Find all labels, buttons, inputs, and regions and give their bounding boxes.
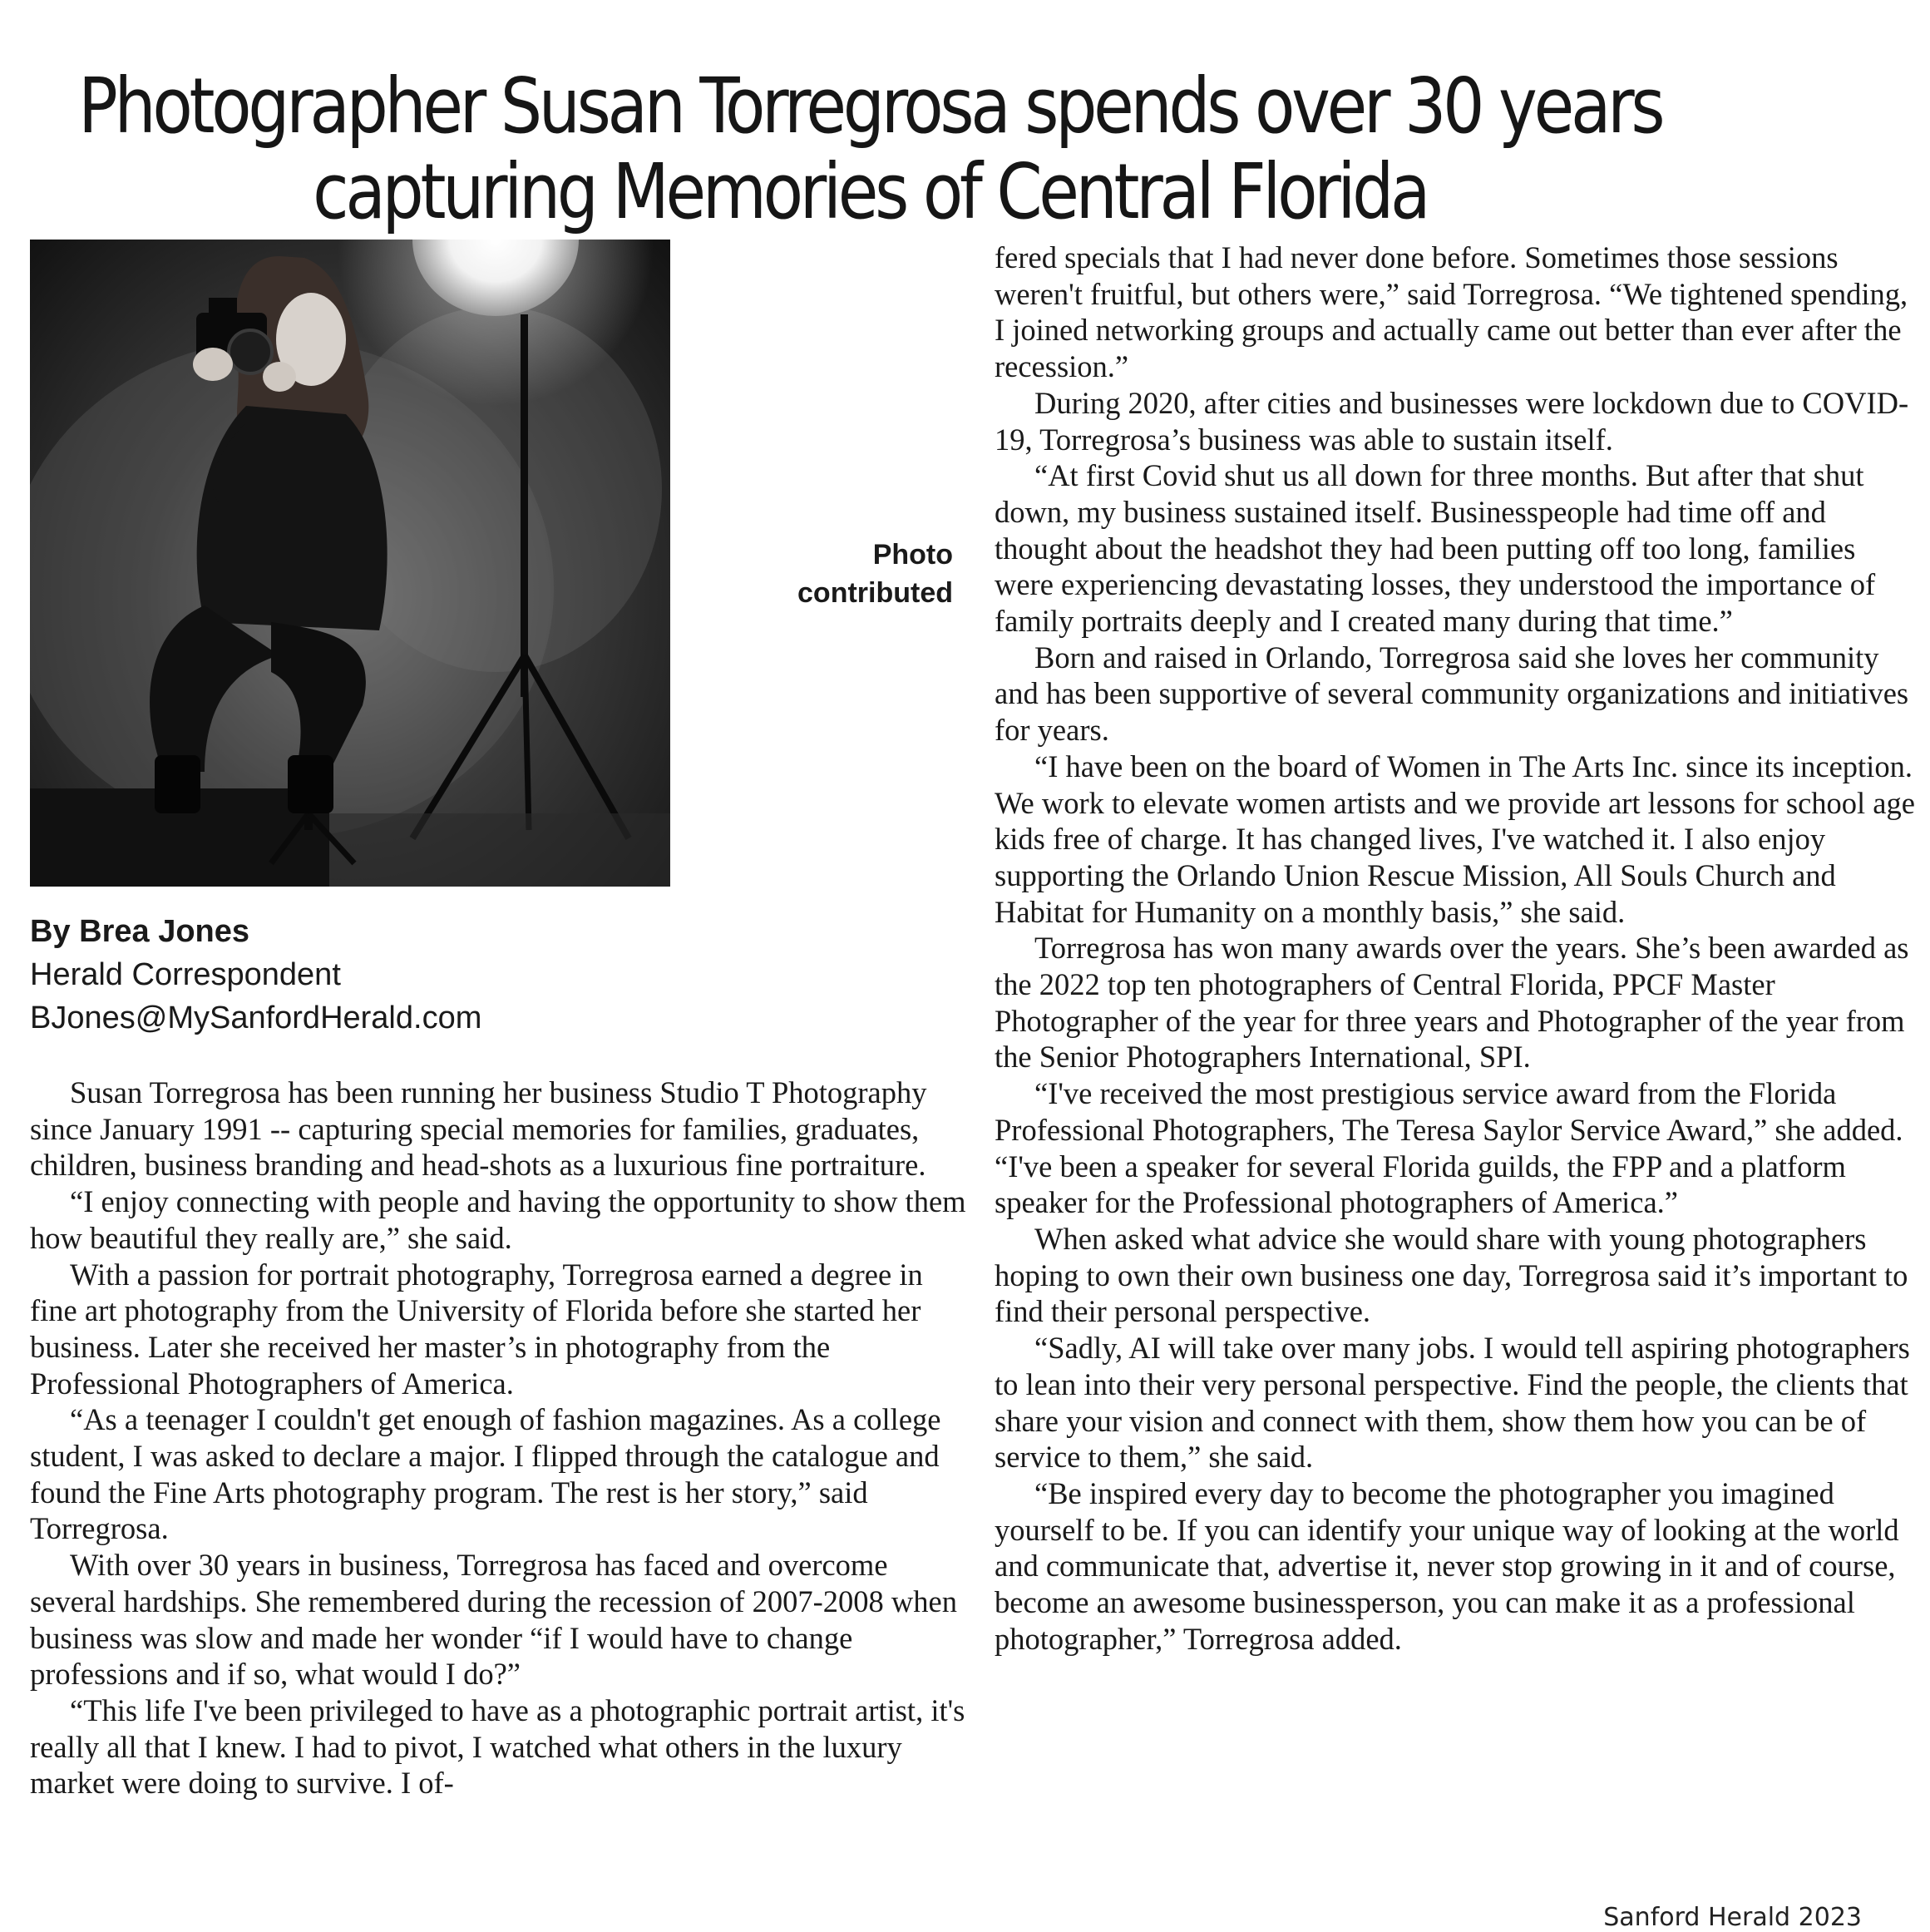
- byline-title: Herald Correspondent: [30, 957, 341, 992]
- headline: Photographer Susan Torregrosa spends over 30 years capturing Memories of Central Florida: [78, 61, 1662, 236]
- paragraph: “This life I've been privileged to have as a photographic portrait artist, it's really all that I knew. I had to pivot, I watched what others in the luxury market were doing to survive. I of-: [30, 1692, 965, 1801]
- byline: [30, 910, 481, 1040]
- paragraph: During 2020, after cities and businesses were lockdown due to COVID-19, Torregrosa’s business was able to sustain itself.: [995, 385, 1909, 457]
- paragraph: Susan Torregrosa has been running her business Studio T Photography since January 1991 -- capturing special memories for families, graduates, children, business branding and head-shots as a luxurious fine portraiture.: [30, 1075, 927, 1183]
- paragraph-continuation: fered specials that I had never done before. Sometimes those sessions weren't fruitful, but others were,” said Torregrosa. “We tightened spending, I joined networking groups and actually came out better than ever after the recession.”: [995, 240, 1908, 384]
- article-column-1: [30, 1075, 970, 1801]
- paragraph: With a passion for portrait photography, Torregrosa earned a degree in fine art photography from the University of Florida before she started her business. Later she received her master’s in photography from the Professional Photographers of America.: [30, 1257, 923, 1401]
- paragraph: “I have been on the board of Women in The Arts Inc. since its inception. We work to elevate women artists and we provide art lessons for school age kids free of charge. It has changed lives, I've watched it. I also enjoy supporting the Orlando Union Rescue Mission, All Souls Church and Habitat for Humanity on a monthly basis,” she said.: [995, 749, 1915, 929]
- paragraph: “Sadly, AI will take over many jobs. I would tell aspiring photographers to lean into their very personal perspective. Find the people, the clients that share your vision and connect with them, show them how you can be of service to them,” she said.: [995, 1331, 1910, 1475]
- paragraph: “I've received the most prestigious service award from the Florida Professional Photographers, The Teresa Saylor Service Award,” she added. “I've been a speaker for several Florida guilds, the FPP and a platform speaker for the Professional photographers of America.”: [995, 1076, 1903, 1220]
- byline-email: BJones@MySanfordHerald.com: [30, 1001, 482, 1035]
- paragraph: Torregrosa has won many awards over the years. She’s been awarded as the 2022 top ten photographers of Central Florida, PPCF Master Photographer of the year for three years and Photographer of the year from the Senior Photographers International, SPI.: [995, 931, 1909, 1075]
- photo-credit: Photo contributed: [797, 539, 953, 609]
- portrait-photo: [30, 240, 670, 887]
- portrait-photo-illustration: [30, 240, 670, 887]
- paragraph: With over 30 years in business, Torregrosa has faced and overcome several hardships. She remembered during the recession of 2007-2008 when business was slow and made her wonder “if I would have to change professions and if so, what would I do?”: [30, 1548, 957, 1692]
- footer-publication: Sanford Herald 2023: [1603, 1903, 1862, 1932]
- article-column-2: [995, 240, 1918, 1657]
- paragraph: When asked what advice she would share with young photographers hoping to own their own business one day, Torregrosa said it’s important to find their personal perspective.: [995, 1221, 1908, 1329]
- byline-author: By Brea Jones: [30, 914, 250, 949]
- paragraph: “I enjoy connecting with people and having the opportunity to show them how beautiful they really are,” she said.: [30, 1184, 966, 1255]
- paragraph: “Be inspired every day to become the photographer you imagined yourself to be. If you can identify your unique way of looking at the world and communicate that, advertise it, never stop growing in it and of course, become an awesome businessperson, you can make it as a professional photographer,” Torregrosa added.: [995, 1475, 1899, 1656]
- paragraph: Born and raised in Orlando, Torregrosa said she loves her community and has been supportive of several community organizations and initiatives for years.: [995, 640, 1909, 748]
- paragraph: “At first Covid shut us all down for three months. But after that shut down, my business sustained itself. Businesspeople had time off and thought about the headshot they had been putting off too long, families were experiencing devastating losses, they understood the importance of family portraits deeply and I created many during that time.”: [995, 458, 1876, 639]
- paragraph: “As a teenager I couldn't get enough of fashion magazines. As a college student, I was asked to declare a major. I flipped through the catalogue and found the Fine Arts photography program. The rest is her story,” said Torregrosa.: [30, 1402, 941, 1546]
